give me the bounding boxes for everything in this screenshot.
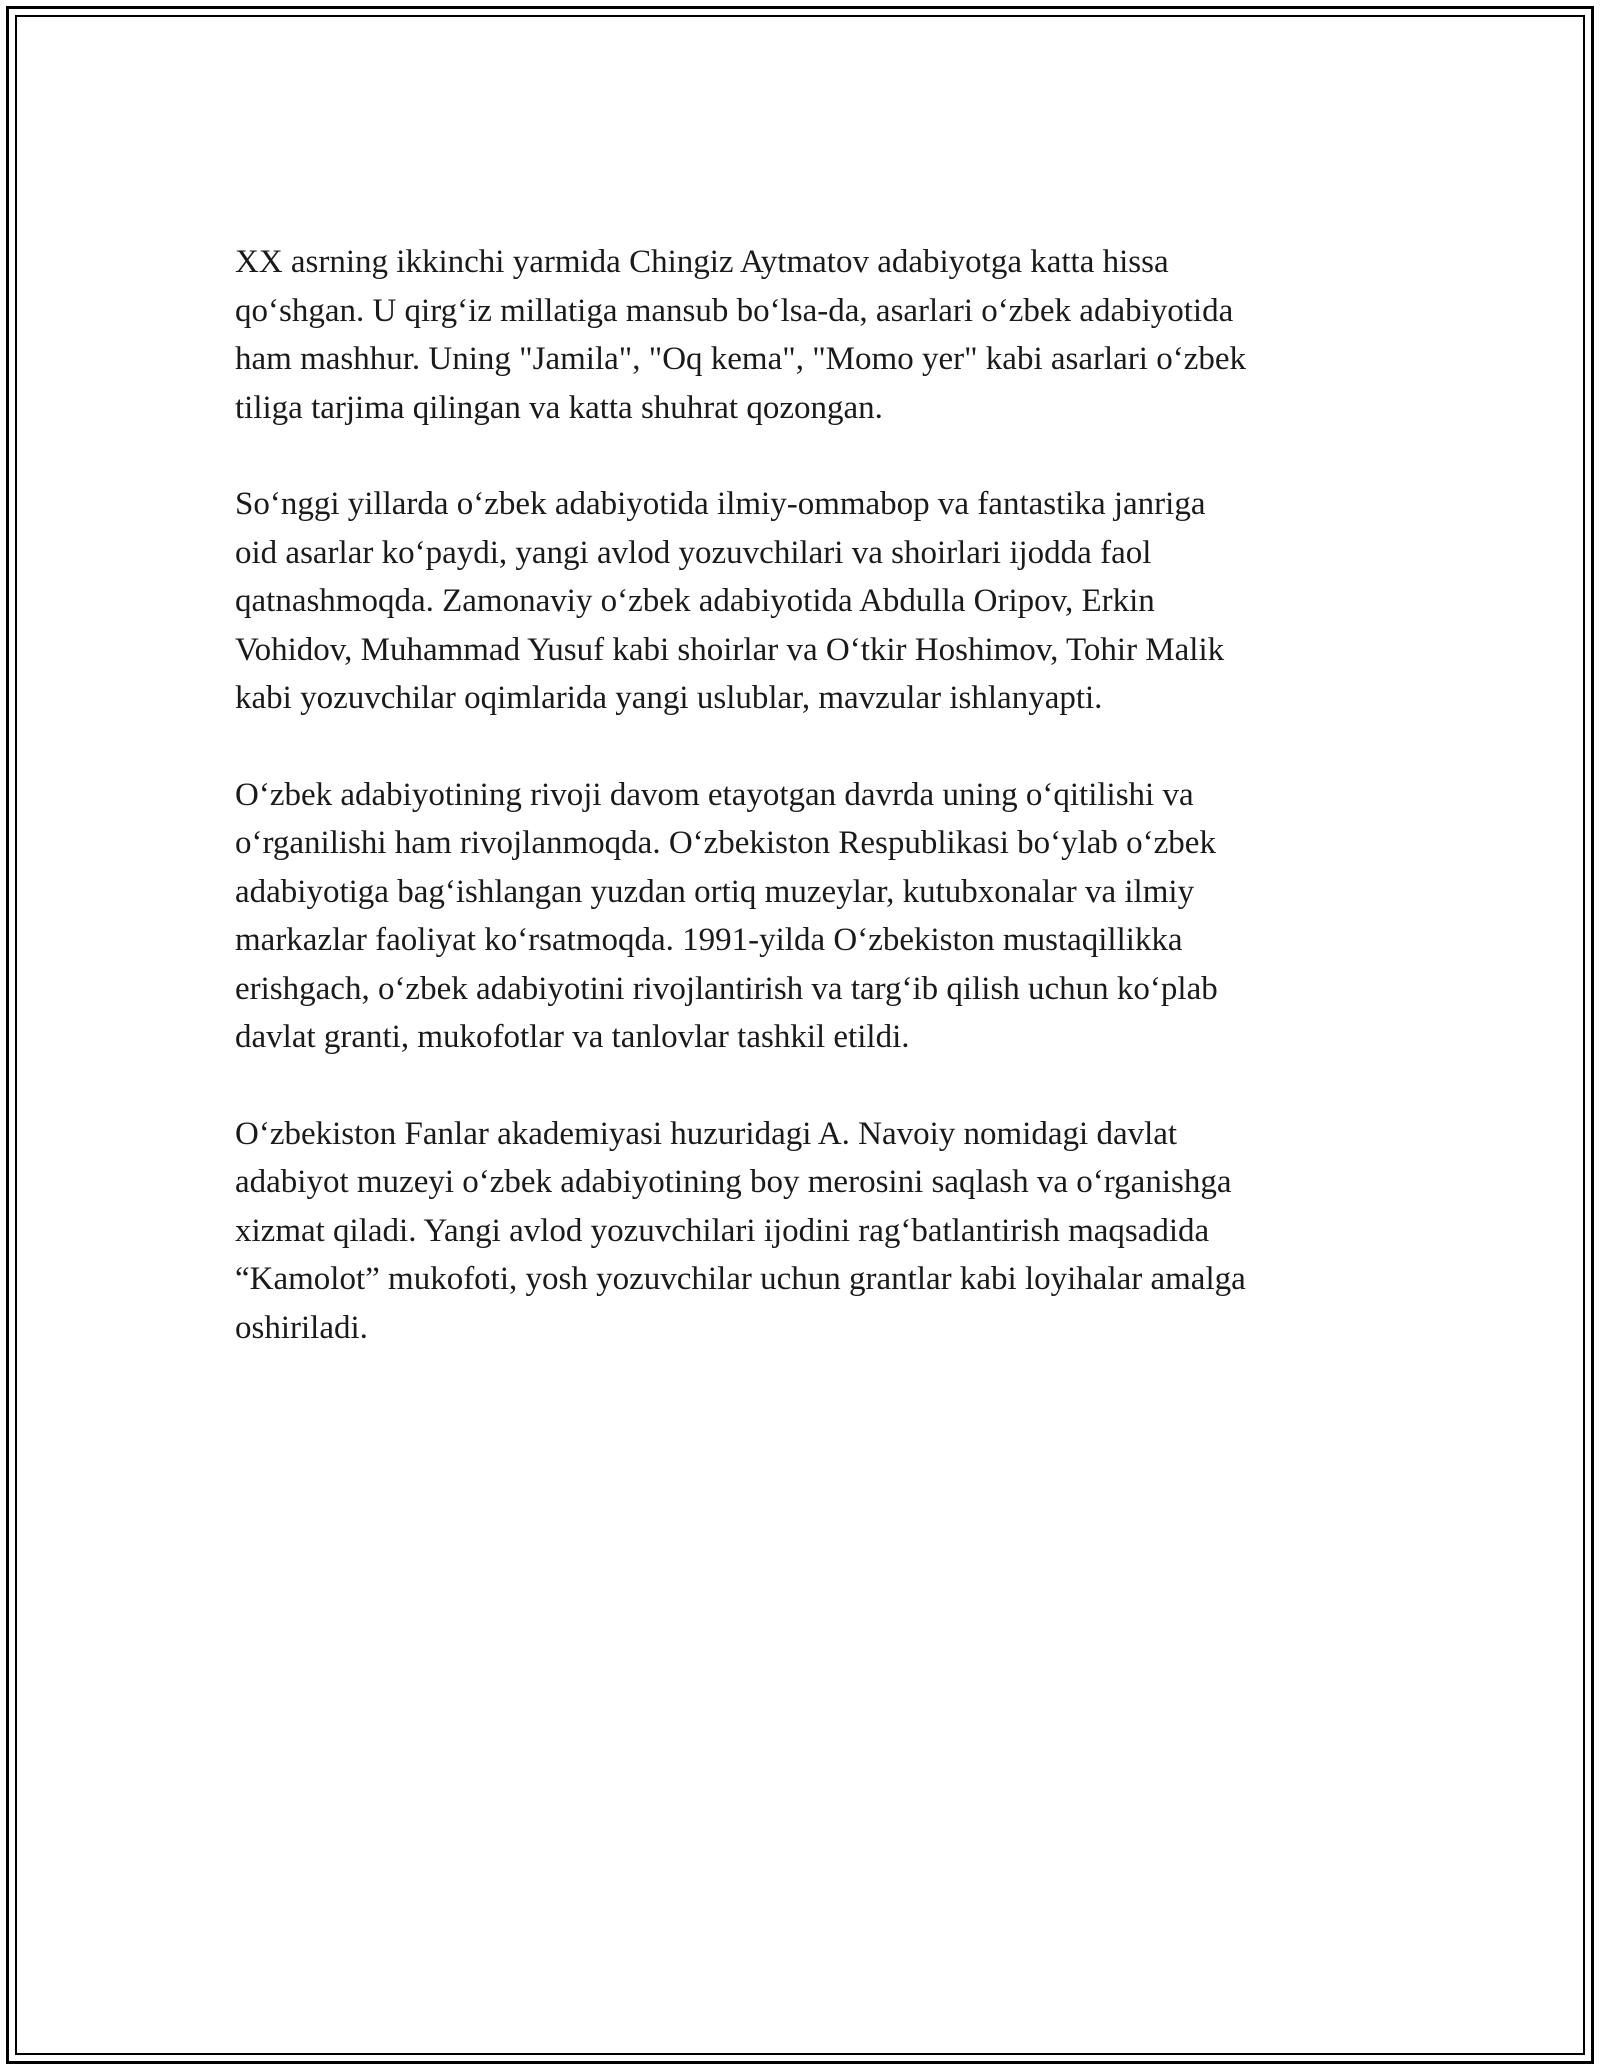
- text-line: adabiyot muzeyi o‘zbek adabiyotining boy merosini saqlash va o‘rganishga: [235, 1164, 1232, 1200]
- text-line: xizmat qiladi. Yangi avlod yozuvchilari ijodini rag‘batlantirish maqsadida: [235, 1212, 1210, 1249]
- paragraph-development: [235, 771, 1380, 1062]
- text-line: oid asarlar ko‘paydi, yangi avlod yozuvchilari va shoirlari ijodda faol: [235, 534, 1152, 571]
- text-line: ham mashhur. Uning "Jamila", "Oq kema", "Momo yer" kabi asarlari o‘zbek: [235, 341, 1246, 377]
- paragraph-recent-years: [235, 480, 1380, 723]
- text-line: kabi yozuvchilar oqimlarida yangi uslublar, mavzular ishlanyapti.: [235, 680, 1103, 716]
- text-line: qatnashmoqda. Zamonaviy o‘zbek adabiyotida Abdulla Oripov, Erkin: [235, 583, 1155, 619]
- text-line: markazlar faoliyat ko‘rsatmoqda. 1991-yilda O‘zbekiston mustaqillikka: [235, 922, 1183, 958]
- text-line: XX asrning ikkinchi yarmida Chingiz Aytmatov adabiyotga katta hissa: [235, 244, 1169, 280]
- text-line: Vohidov, Muhammad Yusuf kabi shoirlar va O‘tkir Hoshimov, Tohir Malik: [235, 631, 1225, 668]
- paragraph-aytmatov: [235, 238, 1380, 432]
- paragraph-academy-museum: [235, 1110, 1380, 1353]
- text-line: o‘rganilishi ham rivojlanmoqda. O‘zbekiston Respublikasi bo‘ylab o‘zbek: [235, 825, 1216, 861]
- text-line: O‘zbek adabiyotining rivoji davom etayotgan davrda uning o‘qitilishi va: [235, 776, 1194, 813]
- text-line: adabiyotiga bag‘ishlangan yuzdan ortiq muzeylar, kutubxonalar va ilmiy: [235, 873, 1195, 910]
- text-line: oshiriladi.: [235, 1309, 368, 1346]
- document-body: [235, 238, 1380, 1400]
- text-line: erishgach, o‘zbek adabiyotini rivojlantirish va targ‘ib qilish uchun ko‘plab: [235, 970, 1218, 1007]
- text-line: tiliga tarjima qilingan va katta shuhrat qozongan.: [235, 389, 883, 426]
- text-line: So‘nggi yillarda o‘zbek adabiyotida ilmiy-ommabop va fantastika janriga: [235, 486, 1206, 522]
- text-line: davlat granti, mukofotlar va tanlovlar tashkil etildi.: [235, 1019, 910, 1055]
- text-line: “Kamolot” mukofoti, yosh yozuvchilar uchun grantlar kabi loyihalar amalga: [235, 1261, 1246, 1297]
- text-line: O‘zbekiston Fanlar akademiyasi huzuridagi A. Navoiy nomidagi davlat: [235, 1115, 1178, 1152]
- text-line: qo‘shgan. U qirg‘iz millatiga mansub bo‘lsa-da, asarlari o‘zbek adabiyotida: [235, 292, 1234, 329]
